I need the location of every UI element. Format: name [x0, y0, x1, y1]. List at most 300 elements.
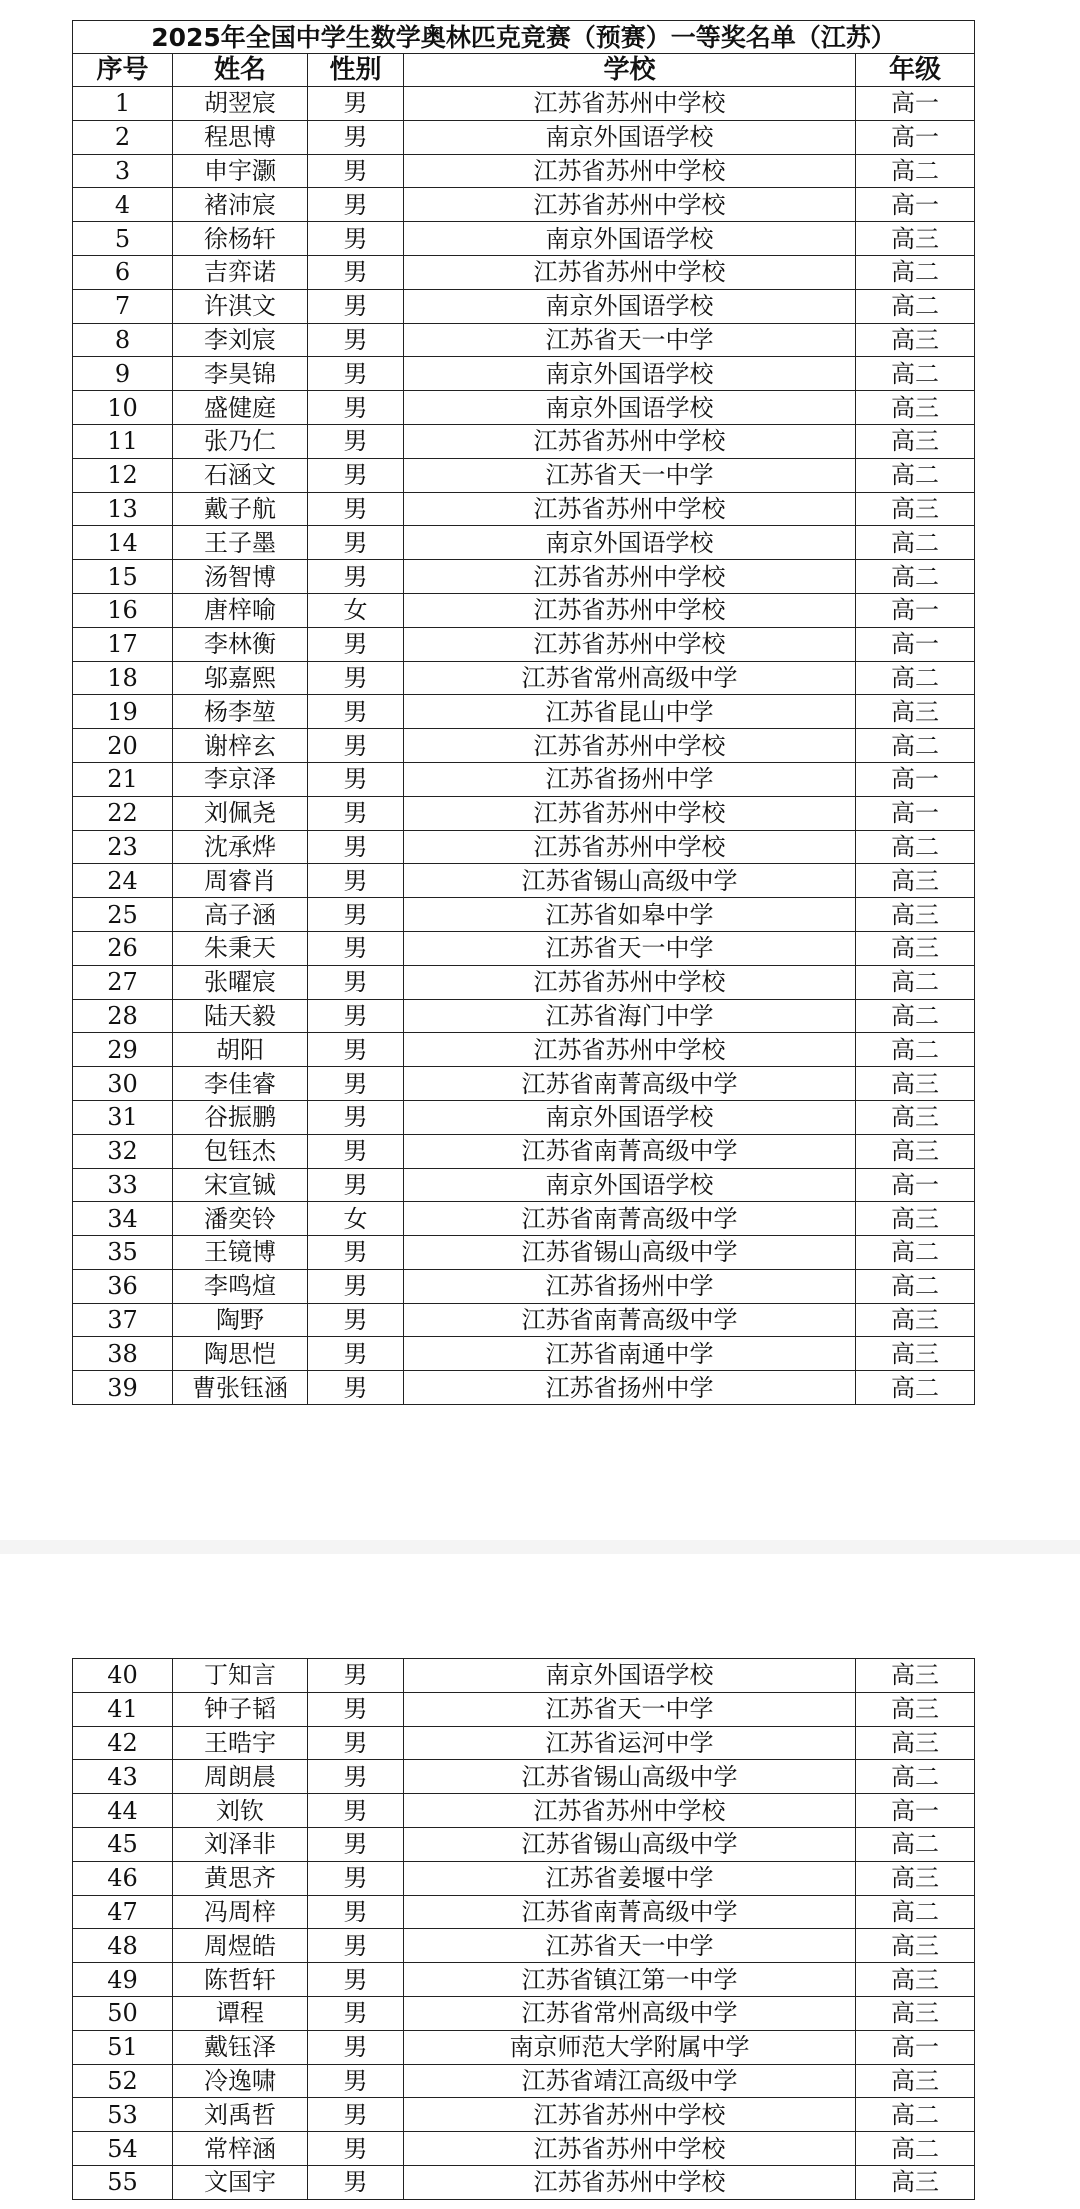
cell-grade: 高二: [856, 1033, 975, 1067]
cell-school: 江苏省苏州中学校: [404, 492, 856, 526]
table-row: [73, 1236, 975, 1270]
cell-name: 朱秉天: [173, 931, 308, 965]
table-row: [73, 458, 975, 492]
cell-grade: 高二: [856, 357, 975, 391]
cell-grade: 高二: [856, 2132, 975, 2166]
cell-name: 张曜宸: [173, 965, 308, 999]
cell-name: 周睿肖: [173, 864, 308, 898]
cell-name: 黄思齐: [173, 1861, 308, 1895]
cell-number: 26: [73, 931, 173, 965]
cell-school: 江苏省苏州中学校: [404, 188, 856, 222]
cell-grade: 高二: [856, 661, 975, 695]
cell-gender: 男: [308, 87, 404, 121]
cell-gender: 男: [308, 222, 404, 256]
table-row: [73, 661, 975, 695]
cell-grade: 高一: [856, 120, 975, 154]
cell-name: 汤智博: [173, 560, 308, 594]
cell-school: 江苏省运河中学: [404, 1726, 856, 1760]
cell-gender: 男: [308, 424, 404, 458]
cell-grade: 高三: [856, 695, 975, 729]
cell-number: 45: [73, 1827, 173, 1861]
table-row: [73, 1202, 975, 1236]
cell-school: 江苏省苏州中学校: [404, 560, 856, 594]
cell-grade: 高二: [856, 1236, 975, 1270]
cell-number: 6: [73, 255, 173, 289]
cell-number: 13: [73, 492, 173, 526]
cell-school: 江苏省苏州中学校: [404, 965, 856, 999]
cell-gender: 男: [308, 1236, 404, 1270]
cell-grade: 高二: [856, 729, 975, 763]
cell-school: 江苏省锡山高级中学: [404, 1827, 856, 1861]
cell-grade: 高一: [856, 1168, 975, 1202]
cell-school: 南京外国语学校: [404, 120, 856, 154]
header-name: 姓名: [173, 54, 308, 87]
cell-name: 李昊锦: [173, 357, 308, 391]
cell-gender: 男: [308, 2132, 404, 2166]
table-row: [73, 289, 975, 323]
cell-name: 文国宇: [173, 2165, 308, 2199]
cell-name: 曹张钰涵: [173, 1371, 308, 1405]
header-grade: 年级: [856, 54, 975, 87]
cell-school: 江苏省天一中学: [404, 458, 856, 492]
cell-number: 10: [73, 391, 173, 425]
cell-grade: 高三: [856, 1100, 975, 1134]
cell-grade: 高三: [856, 391, 975, 425]
table-body-2: [73, 1659, 975, 2200]
cell-name: 陶野: [173, 1303, 308, 1337]
cell-name: 宋宣铖: [173, 1168, 308, 1202]
cell-number: 54: [73, 2132, 173, 2166]
cell-school: 江苏省南菁高级中学: [404, 1134, 856, 1168]
cell-number: 5: [73, 222, 173, 256]
award-list-page-2: [72, 1658, 974, 2200]
cell-name: 程思博: [173, 120, 308, 154]
cell-school: 南京外国语学校: [404, 357, 856, 391]
cell-gender: 男: [308, 188, 404, 222]
cell-number: 12: [73, 458, 173, 492]
table-row: [73, 424, 975, 458]
cell-grade: 高二: [856, 289, 975, 323]
cell-grade: 高三: [856, 2064, 975, 2098]
cell-number: 24: [73, 864, 173, 898]
cell-school: 江苏省苏州中学校: [404, 2098, 856, 2132]
cell-name: 常梓涵: [173, 2132, 308, 2166]
cell-name: 唐梓喻: [173, 593, 308, 627]
cell-name: 谭程: [173, 1996, 308, 2030]
cell-number: 46: [73, 1861, 173, 1895]
cell-school: 江苏省锡山高级中学: [404, 1236, 856, 1270]
cell-school: 江苏省南菁高级中学: [404, 1303, 856, 1337]
cell-school: 江苏省天一中学: [404, 1692, 856, 1726]
cell-school: 江苏省南菁高级中学: [404, 1202, 856, 1236]
cell-school: 江苏省天一中学: [404, 323, 856, 357]
cell-grade: 高三: [856, 492, 975, 526]
cell-gender: 男: [308, 1726, 404, 1760]
cell-grade: 高一: [856, 188, 975, 222]
table-row: [73, 695, 975, 729]
table-row: [73, 729, 975, 763]
header-row: [73, 54, 975, 87]
cell-school: 南京外国语学校: [404, 1659, 856, 1693]
cell-number: 34: [73, 1202, 173, 1236]
cell-grade: 高三: [856, 1067, 975, 1101]
cell-gender: 男: [308, 1303, 404, 1337]
cell-school: 江苏省苏州中学校: [404, 1794, 856, 1828]
cell-number: 43: [73, 1760, 173, 1794]
cell-school: 江苏省苏州中学校: [404, 424, 856, 458]
cell-school: 江苏省苏州中学校: [404, 1033, 856, 1067]
cell-school: 江苏省镇江第一中学: [404, 1963, 856, 1997]
table-row: [73, 2064, 975, 2098]
cell-grade: 高三: [856, 1134, 975, 1168]
table-row: [73, 357, 975, 391]
cell-gender: 男: [308, 1895, 404, 1929]
table-row: [73, 120, 975, 154]
cell-gender: 男: [308, 695, 404, 729]
cell-number: 44: [73, 1794, 173, 1828]
cell-number: 48: [73, 1929, 173, 1963]
cell-school: 江苏省苏州中学校: [404, 154, 856, 188]
cell-school: 江苏省锡山高级中学: [404, 1760, 856, 1794]
cell-school: 江苏省苏州中学校: [404, 830, 856, 864]
cell-school: 江苏省苏州中学校: [404, 2132, 856, 2166]
cell-gender: 男: [308, 458, 404, 492]
table-row: [73, 1827, 975, 1861]
cell-school: 江苏省天一中学: [404, 1929, 856, 1963]
cell-gender: 男: [308, 1134, 404, 1168]
table-row: [73, 87, 975, 121]
cell-name: 高子涵: [173, 898, 308, 932]
cell-number: 1: [73, 87, 173, 121]
cell-gender: 男: [308, 1337, 404, 1371]
cell-gender: 男: [308, 323, 404, 357]
cell-grade: 高二: [856, 458, 975, 492]
cell-grade: 高三: [856, 1659, 975, 1693]
cell-number: 41: [73, 1692, 173, 1726]
cell-gender: 男: [308, 1269, 404, 1303]
table-row: [73, 1033, 975, 1067]
cell-number: 22: [73, 796, 173, 830]
cell-grade: 高三: [856, 1929, 975, 1963]
cell-number: 35: [73, 1236, 173, 1270]
cell-number: 52: [73, 2064, 173, 2098]
cell-grade: 高三: [856, 931, 975, 965]
cell-name: 王晧宇: [173, 1726, 308, 1760]
cell-name: 刘禹哲: [173, 2098, 308, 2132]
cell-name: 胡阳: [173, 1033, 308, 1067]
table-row: [73, 1659, 975, 1693]
table-row: [73, 830, 975, 864]
table-row: [73, 898, 975, 932]
cell-number: 28: [73, 999, 173, 1033]
table-row: [73, 1371, 975, 1405]
table-row: [73, 1100, 975, 1134]
table-row: [73, 762, 975, 796]
header-gender: 性别: [308, 54, 404, 87]
table-row: [73, 2165, 975, 2199]
cell-number: 2: [73, 120, 173, 154]
cell-school: 江苏省南菁高级中学: [404, 1067, 856, 1101]
cell-grade: 高三: [856, 898, 975, 932]
table-row: [73, 391, 975, 425]
table-row: [73, 560, 975, 594]
cell-gender: 男: [308, 1963, 404, 1997]
cell-gender: 男: [308, 999, 404, 1033]
cell-number: 39: [73, 1371, 173, 1405]
cell-school: 江苏省天一中学: [404, 931, 856, 965]
cell-name: 谷振鹏: [173, 1100, 308, 1134]
cell-grade: 高二: [856, 1269, 975, 1303]
cell-number: 50: [73, 1996, 173, 2030]
cell-school: 江苏省昆山中学: [404, 695, 856, 729]
cell-school: 江苏省常州高级中学: [404, 661, 856, 695]
cell-number: 4: [73, 188, 173, 222]
cell-gender: 男: [308, 931, 404, 965]
cell-gender: 女: [308, 593, 404, 627]
table-row: [73, 593, 975, 627]
table-row: [73, 965, 975, 999]
cell-number: 16: [73, 593, 173, 627]
cell-school: 江苏省锡山高级中学: [404, 864, 856, 898]
table-row: [73, 1760, 975, 1794]
cell-school: 江苏省南通中学: [404, 1337, 856, 1371]
page-separator: [0, 1540, 1080, 1554]
cell-name: 钟子韬: [173, 1692, 308, 1726]
cell-school: 江苏省苏州中学校: [404, 593, 856, 627]
cell-gender: 男: [308, 154, 404, 188]
cell-name: 冯周梓: [173, 1895, 308, 1929]
cell-grade: 高三: [856, 1337, 975, 1371]
cell-school: 南京师范大学附属中学: [404, 2030, 856, 2064]
cell-gender: 男: [308, 492, 404, 526]
cell-school: 江苏省姜堰中学: [404, 1861, 856, 1895]
cell-grade: 高三: [856, 1692, 975, 1726]
cell-number: 3: [73, 154, 173, 188]
cell-number: 19: [73, 695, 173, 729]
cell-school: 江苏省苏州中学校: [404, 2165, 856, 2199]
cell-grade: 高二: [856, 560, 975, 594]
table-row: [73, 1134, 975, 1168]
cell-grade: 高三: [856, 1996, 975, 2030]
cell-gender: 男: [308, 1929, 404, 1963]
cell-gender: 男: [308, 526, 404, 560]
cell-number: 11: [73, 424, 173, 458]
table-row: [73, 1963, 975, 1997]
award-table-2: [72, 1658, 975, 2200]
cell-school: 江苏省南菁高级中学: [404, 1895, 856, 1929]
table-row: [73, 1168, 975, 1202]
cell-number: 32: [73, 1134, 173, 1168]
cell-grade: 高三: [856, 1726, 975, 1760]
cell-number: 31: [73, 1100, 173, 1134]
table-row: [73, 999, 975, 1033]
header-school: 学校: [404, 54, 856, 87]
cell-school: 江苏省扬州中学: [404, 1371, 856, 1405]
cell-gender: 男: [308, 1794, 404, 1828]
table-row: [73, 323, 975, 357]
cell-school: 南京外国语学校: [404, 222, 856, 256]
award-table-1: [72, 20, 975, 1405]
cell-name: 王子墨: [173, 526, 308, 560]
table-row: [73, 154, 975, 188]
cell-number: 8: [73, 323, 173, 357]
cell-number: 37: [73, 1303, 173, 1337]
table-row: [73, 1929, 975, 1963]
table-row: [73, 188, 975, 222]
cell-grade: 高一: [856, 627, 975, 661]
cell-number: 15: [73, 560, 173, 594]
cell-gender: 男: [308, 830, 404, 864]
cell-grade: 高一: [856, 1794, 975, 1828]
cell-name: 刘钦: [173, 1794, 308, 1828]
cell-grade: 高一: [856, 796, 975, 830]
table-title: 2025年全国中学生数学奥林匹克竞赛（预赛）一等奖名单（江苏）: [73, 21, 975, 54]
table-row: [73, 1895, 975, 1929]
cell-number: 21: [73, 762, 173, 796]
cell-name: 周煜皓: [173, 1929, 308, 1963]
cell-grade: 高二: [856, 1827, 975, 1861]
cell-grade: 高二: [856, 1371, 975, 1405]
cell-grade: 高二: [856, 999, 975, 1033]
cell-grade: 高二: [856, 830, 975, 864]
cell-grade: 高三: [856, 2165, 975, 2199]
cell-name: 陈哲轩: [173, 1963, 308, 1997]
cell-number: 20: [73, 729, 173, 763]
cell-gender: 女: [308, 1202, 404, 1236]
cell-number: 7: [73, 289, 173, 323]
cell-name: 李鸣煊: [173, 1269, 308, 1303]
cell-gender: 男: [308, 1371, 404, 1405]
table-row: [73, 1337, 975, 1371]
award-list-page-1: [72, 20, 974, 1405]
cell-name: 胡翌宸: [173, 87, 308, 121]
cell-name: 吉弈诺: [173, 255, 308, 289]
cell-gender: 男: [308, 1827, 404, 1861]
cell-school: 江苏省海门中学: [404, 999, 856, 1033]
cell-number: 49: [73, 1963, 173, 1997]
cell-name: 周朗晨: [173, 1760, 308, 1794]
cell-gender: 男: [308, 357, 404, 391]
cell-gender: 男: [308, 1168, 404, 1202]
cell-school: 江苏省扬州中学: [404, 762, 856, 796]
cell-gender: 男: [308, 1100, 404, 1134]
cell-gender: 男: [308, 796, 404, 830]
cell-gender: 男: [308, 1861, 404, 1895]
cell-number: 18: [73, 661, 173, 695]
table-row: [73, 1692, 975, 1726]
cell-name: 张乃仁: [173, 424, 308, 458]
cell-gender: 男: [308, 2165, 404, 2199]
cell-name: 李佳睿: [173, 1067, 308, 1101]
table-row: [73, 2132, 975, 2166]
table-row: [73, 931, 975, 965]
cell-gender: 男: [308, 1692, 404, 1726]
table-row: [73, 627, 975, 661]
cell-grade: 高二: [856, 255, 975, 289]
cell-school: 江苏省苏州中学校: [404, 255, 856, 289]
cell-number: 42: [73, 1726, 173, 1760]
table-row: [73, 796, 975, 830]
table-row: [73, 526, 975, 560]
cell-school: 江苏省常州高级中学: [404, 1996, 856, 2030]
cell-grade: 高一: [856, 593, 975, 627]
cell-grade: 高三: [856, 1202, 975, 1236]
cell-school: 南京外国语学校: [404, 526, 856, 560]
cell-name: 冷逸啸: [173, 2064, 308, 2098]
cell-number: 38: [73, 1337, 173, 1371]
cell-number: 51: [73, 2030, 173, 2064]
cell-grade: 高三: [856, 323, 975, 357]
cell-number: 53: [73, 2098, 173, 2132]
cell-name: 丁知言: [173, 1659, 308, 1693]
cell-number: 27: [73, 965, 173, 999]
cell-school: 南京外国语学校: [404, 391, 856, 425]
cell-grade: 高三: [856, 1303, 975, 1337]
cell-gender: 男: [308, 2030, 404, 2064]
cell-number: 23: [73, 830, 173, 864]
cell-name: 刘泽非: [173, 1827, 308, 1861]
cell-grade: 高二: [856, 526, 975, 560]
cell-gender: 男: [308, 729, 404, 763]
cell-name: 石涵文: [173, 458, 308, 492]
cell-name: 戴子航: [173, 492, 308, 526]
cell-name: 盛健庭: [173, 391, 308, 425]
cell-name: 谢梓玄: [173, 729, 308, 763]
cell-grade: 高三: [856, 222, 975, 256]
cell-name: 陶思恺: [173, 1337, 308, 1371]
cell-number: 55: [73, 2165, 173, 2199]
cell-gender: 男: [308, 898, 404, 932]
cell-grade: 高一: [856, 2030, 975, 2064]
cell-name: 褚沛宸: [173, 188, 308, 222]
table-row: [73, 1794, 975, 1828]
cell-name: 李林衡: [173, 627, 308, 661]
table-row: [73, 2030, 975, 2064]
cell-gender: 男: [308, 2064, 404, 2098]
cell-gender: 男: [308, 1659, 404, 1693]
cell-gender: 男: [308, 391, 404, 425]
cell-school: 江苏省靖江高级中学: [404, 2064, 856, 2098]
cell-grade: 高三: [856, 424, 975, 458]
cell-number: 25: [73, 898, 173, 932]
cell-grade: 高二: [856, 1760, 975, 1794]
cell-grade: 高三: [856, 1963, 975, 1997]
cell-grade: 高三: [856, 1861, 975, 1895]
cell-gender: 男: [308, 289, 404, 323]
cell-grade: 高一: [856, 87, 975, 121]
cell-school: 南京外国语学校: [404, 1100, 856, 1134]
table-row: [73, 255, 975, 289]
cell-name: 戴钰泽: [173, 2030, 308, 2064]
cell-name: 申宇灏: [173, 154, 308, 188]
table-row: [73, 1269, 975, 1303]
cell-name: 刘佩尧: [173, 796, 308, 830]
cell-school: 南京外国语学校: [404, 289, 856, 323]
cell-gender: 男: [308, 864, 404, 898]
cell-name: 包钰杰: [173, 1134, 308, 1168]
cell-name: 徐杨轩: [173, 222, 308, 256]
cell-gender: 男: [308, 627, 404, 661]
cell-grade: 高二: [856, 1895, 975, 1929]
cell-school: 江苏省苏州中学校: [404, 627, 856, 661]
cell-gender: 男: [308, 762, 404, 796]
cell-gender: 男: [308, 1996, 404, 2030]
cell-number: 14: [73, 526, 173, 560]
cell-gender: 男: [308, 1033, 404, 1067]
cell-number: 9: [73, 357, 173, 391]
table-row: [73, 1861, 975, 1895]
cell-gender: 男: [308, 1067, 404, 1101]
